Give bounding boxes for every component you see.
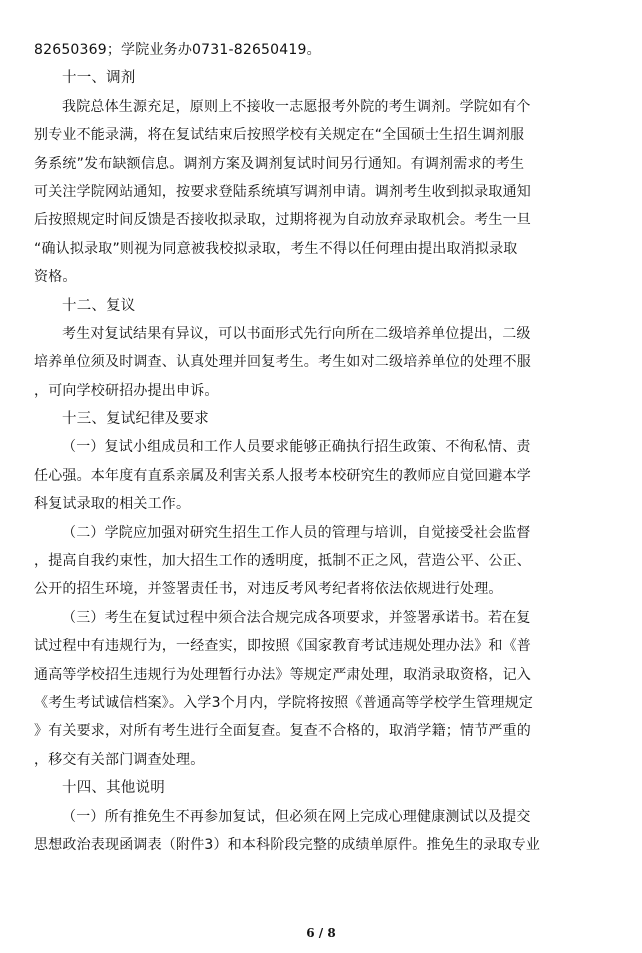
text-line: （三）考生在复试过程中须合法合规完成各项要求，并签署承诺书。若在复 — [62, 609, 531, 626]
text-line: 可关注学院网站通知，按要求登陆系统填写调剂申请。调剂考生收到拟录取通知 — [34, 183, 531, 200]
page-number: 6 / 8 — [306, 926, 336, 940]
text-line: 后按照规定时间反馈是否接收拟录取，过期将视为自动放弃录取机会。考生一旦 — [34, 212, 531, 229]
text-line: ，可向学校研招办提出申诉。 — [34, 382, 219, 399]
text-line: ，提高自我约束性，加大招生工作的透明度，抵制不正之风，营造公平、公正、 — [34, 553, 531, 570]
text-line: 我院总体生源充足，原则上不接收一志愿报考外院的考生调剂。学院如有个 — [62, 98, 531, 115]
text-line: 公开的招生环境，并签署责任书，对违反考风考纪者将依法依规进行处理。 — [34, 581, 503, 598]
section-heading: 十三、复试纪律及要求 — [62, 411, 209, 428]
section-heading: 十二、复议 — [62, 297, 136, 314]
section-heading: 十四、其他说明 — [62, 780, 165, 797]
text-line: 务系统”发布缺额信息。调剂方案及调剂复试时间另行通知。有调剂需求的考生 — [34, 155, 525, 172]
document-body — [34, 36, 604, 859]
text-line: 科复试录取的相关工作。 — [34, 496, 191, 513]
text-line: ，移交有关部门调查处理。 — [34, 751, 205, 768]
text-line: 通高等学校招生违规行为处理暂行办法》等规定严肃处理，取消录取资格，记入 — [34, 666, 531, 683]
text-line: 别专业不能录满，将在复试结束后按照学校有关规定在“全国硕士生招生调剂服 — [34, 127, 525, 144]
text-line: 考生对复试结果有异议，可以书面形式先行向所在二级培养单位提出，二级 — [62, 325, 531, 342]
text-line: 《考生考试诚信档案》。入学3个月内，学院将按照《普通高等学校学生管理规定 — [34, 694, 534, 711]
text-line: 思想政治表现函调表（附件3）和本科阶段完整的成绩单原件。推免生的录取专业 — [34, 836, 541, 853]
text-line: （一）所有推免生不再参加复试，但必须在网上完成心理健康测试以及提交 — [62, 808, 531, 825]
text-line: 任心强。本年度有直系亲属及利害关系人报考本校研究生的教师应自觉回避本学 — [34, 467, 531, 484]
text-line: （二）学院应加强对研究生招生工作人员的管理与培训，自觉接受社会监督 — [62, 524, 531, 541]
text-line: 试过程中有违规行为，一经查实，即按照《国家教育考试违规处理办法》和《普 — [34, 638, 531, 655]
text-line: 》有关要求，对所有考生进行全面复查。复查不合格的，取消学籍；情节严重的 — [34, 723, 531, 740]
text-line: 82650369；学院业务办0731-82650419。 — [34, 42, 321, 58]
text-line: “确认拟录取”则视为同意被我校拟录取，考生不得以任何理由提出取消拟录取 — [34, 240, 518, 257]
text-line: 培养单位须及时调查、认真处理并回复考生。考生如对二级培养单位的处理不服 — [34, 354, 531, 371]
text-line: 资格。 — [34, 269, 77, 286]
section-heading: 十一、调剂 — [62, 70, 136, 87]
text-line: （一）复试小组成员和工作人员要求能够正确执行招生政策、不徇私情、责 — [62, 439, 531, 456]
